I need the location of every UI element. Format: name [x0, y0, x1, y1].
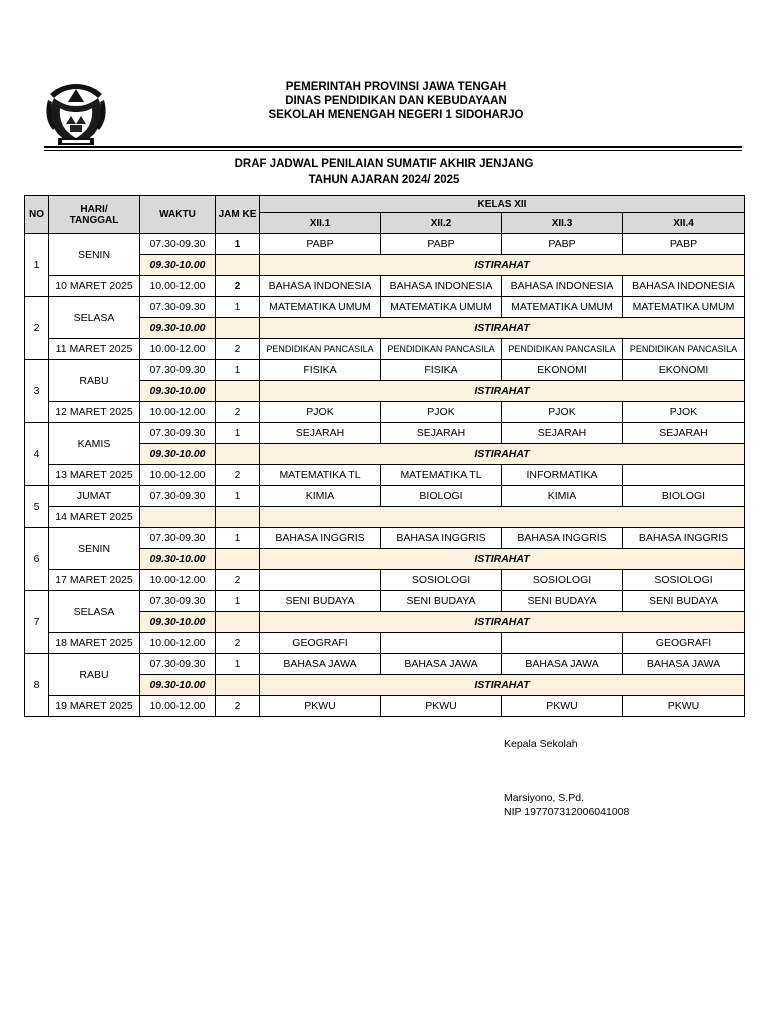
date-cell: 19 MARET 2025: [49, 696, 140, 717]
table-row: [25, 360, 745, 381]
table-row: [25, 423, 745, 444]
row-number: 3: [25, 360, 49, 423]
subject-cell: PKWU: [260, 696, 381, 717]
table-row: [25, 339, 745, 360]
table-row: [25, 528, 745, 549]
day-name: KAMIS: [49, 423, 140, 465]
table-row: [25, 402, 745, 423]
subject-cell: PJOK: [260, 402, 381, 423]
subject-cell: BAHASA INGGRIS: [381, 528, 502, 549]
empty-cell: [260, 507, 745, 528]
subject-cell: PJOK: [381, 402, 502, 423]
session-number: 2: [216, 276, 260, 297]
session-number: 1: [216, 360, 260, 381]
break-label: ISTIRAHAT: [260, 318, 745, 339]
subject-cell: SENI BUDAYA: [502, 591, 623, 612]
session-time: 07.30-09.30: [140, 486, 216, 507]
subject-cell: MATEMATIKA UMUM: [260, 297, 381, 318]
subject-cell: [260, 570, 381, 591]
subject-cell: BAHASA INGGRIS: [502, 528, 623, 549]
session-number: 2: [216, 465, 260, 486]
subject-cell: INFORMATIKA: [502, 465, 623, 486]
subject-cell: BAHASA INGGRIS: [623, 528, 745, 549]
subject-cell: BAHASA INDONESIA: [502, 276, 623, 297]
day-name: SENIN: [49, 528, 140, 570]
break-session-empty: [216, 318, 260, 339]
table-row: [25, 633, 745, 654]
row-number: 4: [25, 423, 49, 486]
session-time: 10.00-12.00: [140, 633, 216, 654]
subject-cell: PENDIDIKAN PANCASILA: [260, 339, 381, 360]
subject-cell: BAHASA INDONESIA: [381, 276, 502, 297]
subject-cell: SENI BUDAYA: [381, 591, 502, 612]
session-time: 07.30-09.30: [140, 360, 216, 381]
subject-cell: PABP: [260, 234, 381, 255]
subject-cell: SEJARAH: [623, 423, 745, 444]
table-row: [25, 654, 745, 675]
session-number: 2: [216, 696, 260, 717]
session-number: 1: [216, 297, 260, 318]
session-number: 1: [216, 528, 260, 549]
schedule-body: [25, 234, 745, 717]
break-session-empty: [216, 612, 260, 633]
subject-cell: PABP: [502, 234, 623, 255]
header-day-label: HARI/: [80, 203, 108, 215]
schedule-table: [24, 195, 745, 717]
session-number: 1: [216, 654, 260, 675]
break-time: 09.30-10.00: [140, 381, 216, 402]
break-session-empty: [216, 381, 260, 402]
letterhead-line-department: DINAS PENDIDIKAN DAN KEBUDAYAAN: [285, 95, 507, 107]
header-class-3: XII.3: [502, 213, 623, 234]
break-session-empty: [216, 444, 260, 465]
day-name: RABU: [49, 360, 140, 402]
subject-cell: KIMIA: [502, 486, 623, 507]
header-class-4: XII.4: [623, 213, 745, 234]
session-number: 1: [216, 486, 260, 507]
subject-cell: MATEMATIKA TL: [260, 465, 381, 486]
subject-cell: PENDIDIKAN PANCASILA: [502, 339, 623, 360]
subject-cell: [623, 465, 745, 486]
document-title-line1: DRAF JADWAL PENILAIAN SUMATIF AKHIR JENJANG: [234, 158, 534, 170]
letterhead-divider: [44, 146, 742, 148]
subject-cell: SENI BUDAYA: [623, 591, 745, 612]
subject-cell: GEOGRAFI: [260, 633, 381, 654]
break-time: 09.30-10.00: [140, 612, 216, 633]
subject-cell: SEJARAH: [381, 423, 502, 444]
session-time: 07.30-09.30: [140, 654, 216, 675]
row-number: 5: [25, 486, 49, 528]
table-row: [25, 696, 745, 717]
subject-cell: PJOK: [623, 402, 745, 423]
subject-cell: SOSIOLOGI: [623, 570, 745, 591]
break-label: ISTIRAHAT: [260, 549, 745, 570]
table-row: [25, 486, 745, 507]
date-cell: 17 MARET 2025: [49, 570, 140, 591]
subject-cell: BAHASA INGGRIS: [260, 528, 381, 549]
day-name: SENIN: [49, 234, 140, 276]
subject-cell: BAHASA JAWA: [260, 654, 381, 675]
row-number: 7: [25, 591, 49, 654]
break-label: ISTIRAHAT: [260, 675, 745, 696]
signature-role: Kepala Sekolah: [504, 738, 578, 750]
session-time: 07.30-09.30: [140, 591, 216, 612]
break-label: ISTIRAHAT: [260, 612, 745, 633]
document-title: [44, 156, 724, 188]
empty-cell: [140, 507, 216, 528]
session-number: 2: [216, 633, 260, 654]
subject-cell: BAHASA JAWA: [381, 654, 502, 675]
session-number: 2: [216, 402, 260, 423]
subject-cell: BAHASA JAWA: [502, 654, 623, 675]
letterhead-line-school: SEKOLAH MENENGAH NEGERI 1 SIDOHARJO: [268, 109, 524, 121]
date-cell: 18 MARET 2025: [49, 633, 140, 654]
row-number: 8: [25, 654, 49, 717]
session-time: 10.00-12.00: [140, 402, 216, 423]
subject-cell: EKONOMI: [623, 360, 745, 381]
subject-cell: [381, 633, 502, 654]
subject-cell: SOSIOLOGI: [502, 570, 623, 591]
subject-cell: BAHASA INDONESIA: [623, 276, 745, 297]
session-time: 10.00-12.00: [140, 276, 216, 297]
header-time: WAKTU: [140, 196, 216, 234]
row-number: 6: [25, 528, 49, 591]
subject-cell: GEOGRAFI: [623, 633, 745, 654]
subject-cell: PKWU: [623, 696, 745, 717]
subject-cell: BIOLOGI: [623, 486, 745, 507]
subject-cell: PENDIDIKAN PANCASILA: [381, 339, 502, 360]
empty-cell: [216, 507, 260, 528]
break-time: 09.30-10.00: [140, 675, 216, 696]
break-time: 09.30-10.00: [140, 255, 216, 276]
subject-cell: KIMIA: [260, 486, 381, 507]
table-row: [25, 507, 745, 528]
break-time: 09.30-10.00: [140, 318, 216, 339]
subject-cell: SOSIOLOGI: [381, 570, 502, 591]
session-number: 2: [216, 339, 260, 360]
break-session-empty: [216, 549, 260, 570]
letterhead-line-government: PEMERINTAH PROVINSI JAWA TENGAH: [285, 81, 507, 93]
row-number: 1: [25, 234, 49, 297]
day-name: JUMAT: [49, 486, 140, 507]
session-time: 10.00-12.00: [140, 465, 216, 486]
break-session-empty: [216, 675, 260, 696]
subject-cell: PJOK: [502, 402, 623, 423]
subject-cell: BIOLOGI: [381, 486, 502, 507]
document-title-line2: TAHUN AJARAN 2024/ 2025: [308, 174, 460, 186]
subject-cell: PENDIDIKAN PANCASILA: [623, 339, 745, 360]
subject-cell: SEJARAH: [502, 423, 623, 444]
table-row: [25, 234, 745, 255]
signature-name: Marsiyono, S.Pd.: [504, 792, 584, 804]
subject-cell: SENI BUDAYA: [260, 591, 381, 612]
header-class-2: XII.2: [381, 213, 502, 234]
header-class-1: XII.1: [260, 213, 381, 234]
session-time: 10.00-12.00: [140, 339, 216, 360]
subject-cell: MATEMATIKA UMUM: [623, 297, 745, 318]
date-cell: 11 MARET 2025: [49, 339, 140, 360]
subject-cell: BAHASA INDONESIA: [260, 276, 381, 297]
session-time: 07.30-09.30: [140, 423, 216, 444]
subject-cell: FISIKA: [381, 360, 502, 381]
subject-cell: PABP: [623, 234, 745, 255]
header-day-date: [49, 196, 140, 234]
subject-cell: PKWU: [502, 696, 623, 717]
subject-cell: [502, 633, 623, 654]
letterhead-divider-thin: [44, 150, 742, 151]
session-number: 2: [216, 570, 260, 591]
break-label: ISTIRAHAT: [260, 444, 745, 465]
date-cell: 13 MARET 2025: [49, 465, 140, 486]
date-cell: 12 MARET 2025: [49, 402, 140, 423]
session-time: 07.30-09.30: [140, 234, 216, 255]
subject-cell: SEJARAH: [260, 423, 381, 444]
session-number: 1: [216, 423, 260, 444]
header-class-group: KELAS XII: [260, 196, 745, 213]
signature-nip: NIP 197707312006041008: [504, 806, 630, 818]
subject-cell: BAHASA JAWA: [623, 654, 745, 675]
day-name: RABU: [49, 654, 140, 696]
session-number: 1: [216, 591, 260, 612]
header-session: JAM KE: [216, 196, 260, 234]
day-name: SELASA: [49, 297, 140, 339]
subject-cell: MATEMATIKA TL: [381, 465, 502, 486]
table-row: [25, 591, 745, 612]
break-session-empty: [216, 255, 260, 276]
header-no: NO: [25, 196, 49, 234]
table-row: [25, 276, 745, 297]
session-time: 10.00-12.00: [140, 570, 216, 591]
subject-cell: EKONOMI: [502, 360, 623, 381]
table-row: [25, 570, 745, 591]
provincial-emblem-logo: [44, 80, 108, 148]
break-time: 09.30-10.00: [140, 444, 216, 465]
break-time: 09.30-10.00: [140, 549, 216, 570]
subject-cell: MATEMATIKA UMUM: [502, 297, 623, 318]
row-number: 2: [25, 297, 49, 360]
break-label: ISTIRAHAT: [260, 381, 745, 402]
date-cell: 10 MARET 2025: [49, 276, 140, 297]
table-row: [25, 465, 745, 486]
break-label: ISTIRAHAT: [260, 255, 745, 276]
header-date-label: TANGGAL: [69, 214, 119, 226]
letterhead: [110, 80, 682, 122]
table-row: [25, 297, 745, 318]
session-time: 07.30-09.30: [140, 528, 216, 549]
subject-cell: FISIKA: [260, 360, 381, 381]
session-time: 07.30-09.30: [140, 297, 216, 318]
session-time: 10.00-12.00: [140, 696, 216, 717]
day-name: SELASA: [49, 591, 140, 633]
subject-cell: PABP: [381, 234, 502, 255]
date-cell: 14 MARET 2025: [49, 507, 140, 528]
subject-cell: MATEMATIKA UMUM: [381, 297, 502, 318]
subject-cell: PKWU: [381, 696, 502, 717]
session-number: 1: [216, 234, 260, 255]
